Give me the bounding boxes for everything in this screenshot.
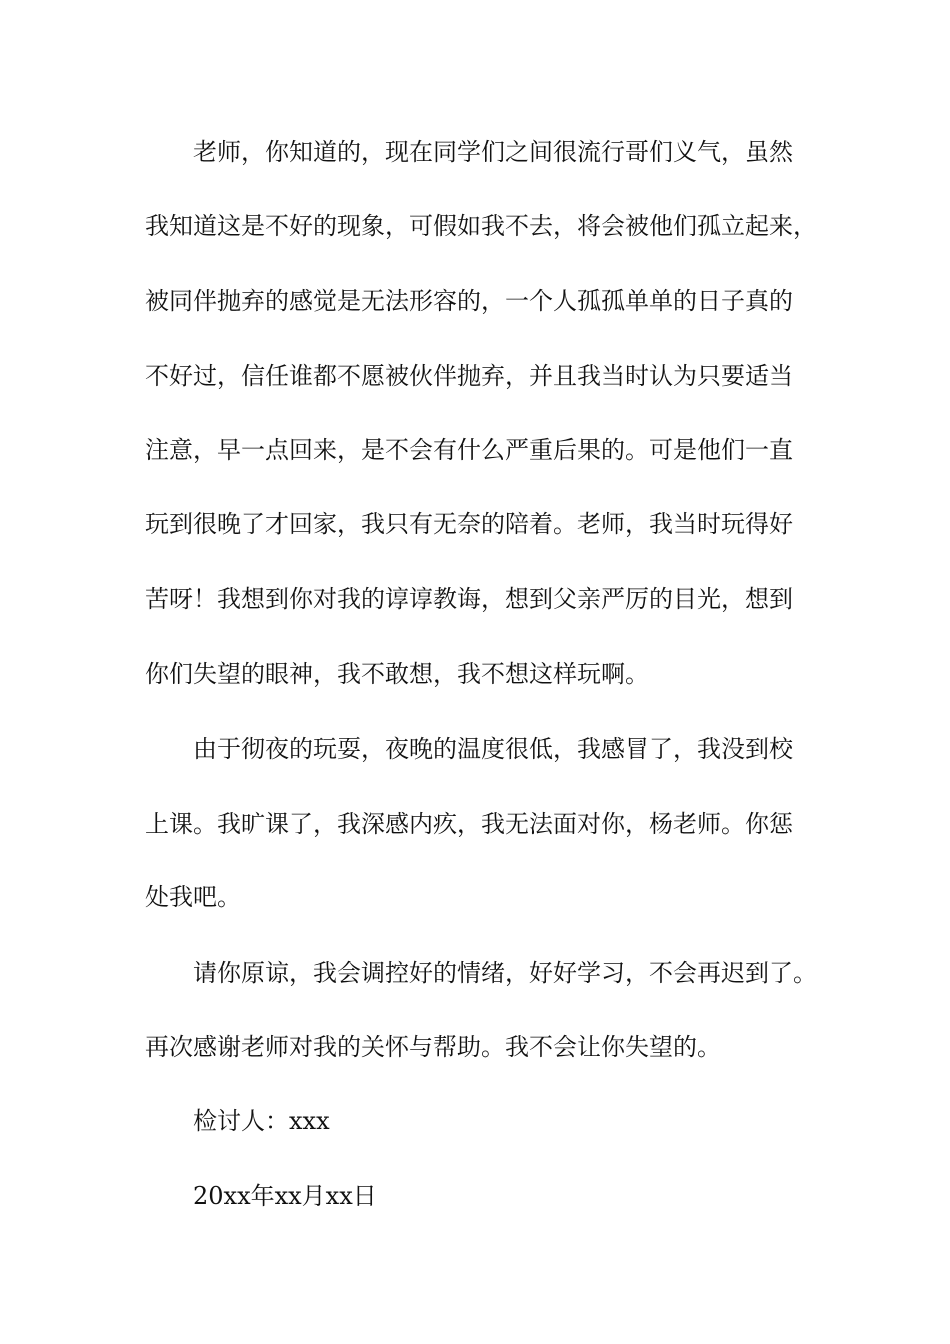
paragraph-3-line-2: 再次感谢老师对我的关怀与帮助。我不会让你失望的。 (145, 1033, 721, 1061)
paragraph-2-line-2: 上课。我旷课了，我深感内疚，我无法面对你，杨老师。你惩 (145, 810, 793, 838)
paragraph-2-line-1: 由于彻夜的玩耍，夜晚的温度很低，我感冒了，我没到校 (193, 735, 793, 763)
paragraph-1-line-6: 玩到很晚了才回家，我只有无奈的陪着。老师，我当时玩得好 (145, 510, 793, 538)
paragraph-3-line-1: 请你原谅，我会调控好的情绪，好好学习，不会再迟到了。 (193, 959, 817, 987)
paragraph-2-line-3: 处我吧。 (145, 883, 241, 911)
paragraph-1-line-2: 我知道这是不好的现象，可假如我不去，将会被他们孤立起来， (145, 212, 817, 240)
signature-line: 检讨人：xxx (193, 1107, 330, 1135)
paragraph-1-line-8: 你们失望的眼神，我不敢想，我不想这样玩啊。 (145, 660, 649, 688)
paragraph-1-line-5: 注意，早一点回来，是不会有什么严重后果的。可是他们一直 (145, 436, 793, 464)
paragraph-1-line-7: 苦呀！我想到你对我的谆谆教诲，想到父亲严厉的目光，想到 (145, 585, 793, 613)
paragraph-1-line-1: 老师，你知道的，现在同学们之间很流行哥们义气，虽然 (193, 138, 793, 166)
date-line: 20xx年xx月xx日 (193, 1182, 377, 1210)
paragraph-1-line-4: 不好过，信任谁都不愿被伙伴抛弃，并且我当时认为只要适当 (145, 362, 793, 390)
paragraph-1-line-3: 被同伴抛弃的感觉是无法形容的，一个人孤孤单单的日子真的 (145, 287, 793, 315)
